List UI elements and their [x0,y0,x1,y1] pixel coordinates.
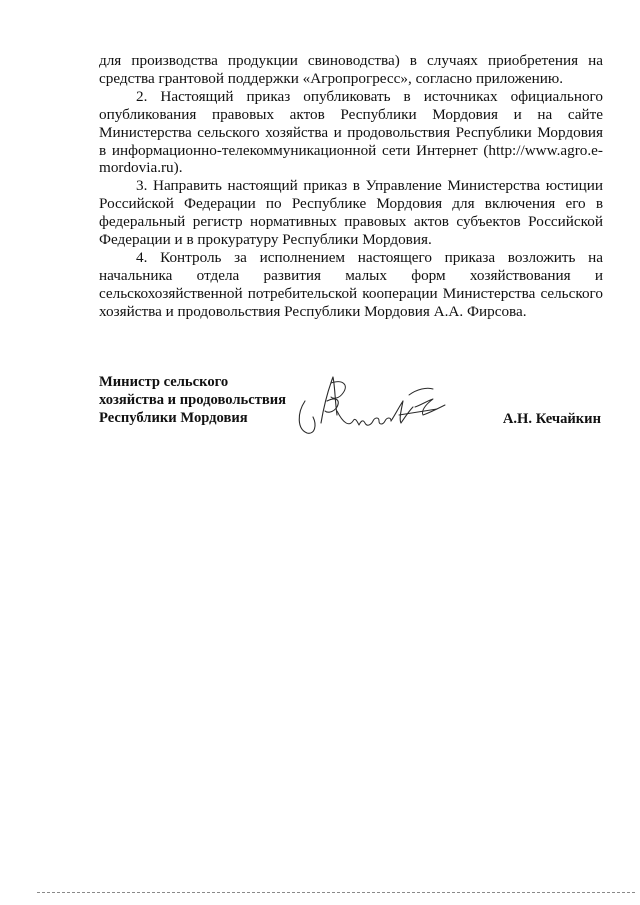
signer-name: А.Н. Кечайкин [502,411,601,427]
handwritten-signature [287,371,457,441]
paragraph-item-3: 3. Направить настоящий приказ в Управление Министерства юстиции Российской Федерации по Республике Мордовия для включения его в федеральный регистр нормативных правовых актов субъектов Российской Федерации и в прокуратуру Республики Мордовия. [99,177,603,249]
paragraph-continuation: для производства продукции свиноводства) в случаях приобретения на средства грантовой поддержки «Агропрогресс», согласно приложению. [99,52,603,87]
signer-position-line-2: хозяйства и продовольствия [99,392,287,408]
signer-position-line-3: Республики Мордовия [99,410,248,426]
signature-block [99,373,603,443]
paragraph-item-4: 4. Контроль за исполнением настоящего приказа возложить на начальника отдела развития малых форм хозяйствования и сельскохозяйственной потребительской кооперации Министерства сельского хозяйства и продовольствия Республики Мордовия А.А. Фирсова. [99,248,603,320]
signer-position-line-1: Министр сельского [99,374,229,390]
page-bottom-rule [37,892,635,894]
paragraph-item-2: 2. Настоящий приказ опубликовать в источниках официального опубликования правовых актов Республики Мордовия и на сайте Министерства сельского хозяйства и продовольствия Республики Мордовия в информационно-телекоммуникационной сети Интернет (http://www.agro.e-mordovia.ru). [99,87,603,177]
signer-position [99,373,309,427]
document-body [99,52,603,321]
